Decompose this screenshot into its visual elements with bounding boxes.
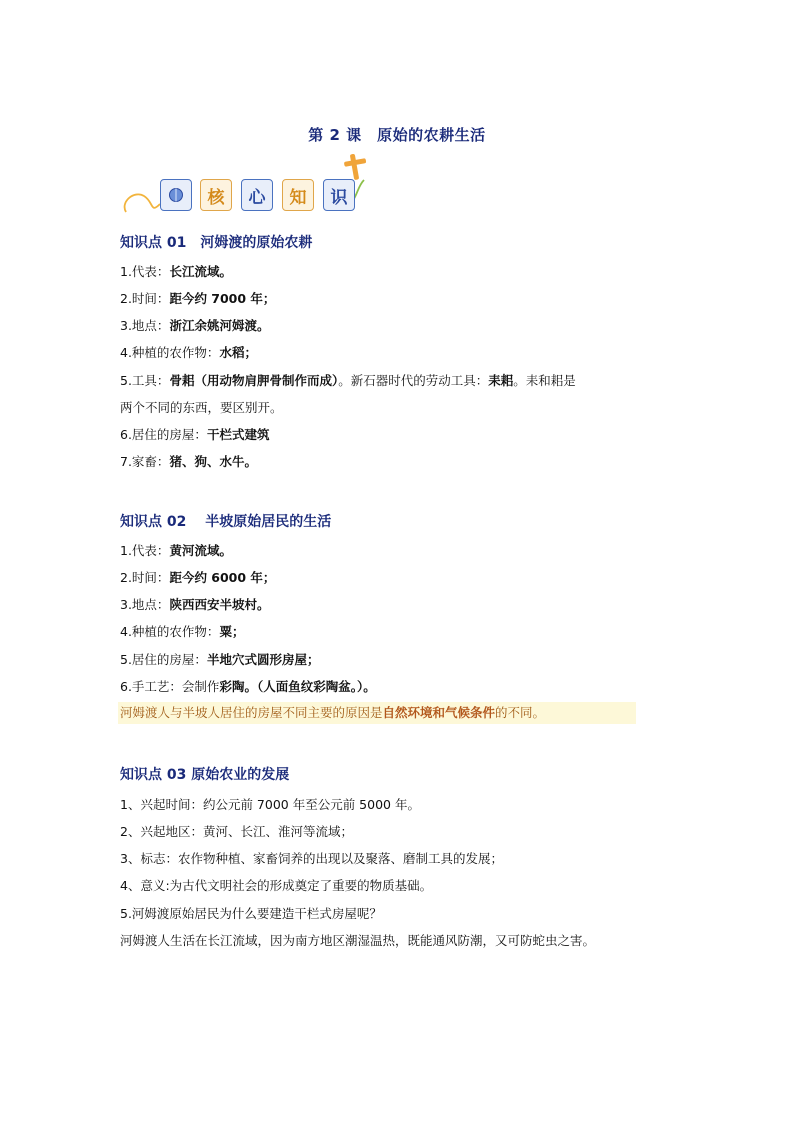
s1-item-1: 1.代表：长江流域。 xyxy=(120,264,232,279)
s1-item-4: 4.种植的农作物：水稻； xyxy=(120,345,257,360)
s1-item-7: 7.家畜：猪、狗、水牛。 xyxy=(120,454,257,469)
s1-item-5-cont: 两个不同的东西，要区别开。 xyxy=(120,400,283,415)
s2-item-5: 5.居住的房屋：半地穴式圆形房屋； xyxy=(120,652,320,667)
banner-globe-box xyxy=(160,179,192,211)
banner-char-he: 核 xyxy=(200,179,232,211)
s3-item-3: 3、标志：农作物种植、家畜饲养的出现以及聚落、磨制工具的发展； xyxy=(120,851,503,866)
banner-char-xin: 心 xyxy=(241,179,273,211)
s2-item-2: 2.时间：距今约 6000 年； xyxy=(120,570,276,585)
page-title: 第 2 课 原始的农耕生活 xyxy=(308,126,486,144)
s2-item-1: 1.代表：黄河流域。 xyxy=(120,543,232,558)
s3-item-6: 河姆渡人生活在长江流域，因为南方地区潮湿温热，既能通风防潮，又可防蛇虫之害。 xyxy=(120,933,596,948)
section-3-heading: 知识点 03 原始农业的发展 xyxy=(120,767,290,783)
s1-item-6: 6.居住的房屋：干栏式建筑 xyxy=(120,427,270,442)
globe-icon xyxy=(168,187,184,203)
s2-item-6: 6.手工艺：会制作彩陶。（人面鱼纹彩陶盆。）。 xyxy=(120,679,376,694)
s3-item-4: 4、意义:为古代文明社会的形成奠定了重要的物质基础。 xyxy=(120,878,433,893)
s2-item-4: 4.种植的农作物：粟； xyxy=(120,624,245,639)
section-1-heading: 知识点 01 河姆渡的原始农耕 xyxy=(120,235,313,251)
s1-item-3: 3.地点：浙江余姚河姆渡。 xyxy=(120,318,270,333)
section-2-heading: 知识点 02 半坡原始居民的生活 xyxy=(120,514,332,530)
banner-char-zhi: 知 xyxy=(282,179,314,211)
s2-highlight-note: 河姆渡人与半坡人居住的房屋不同主要的原因是自然环境和气候条件的不同。 xyxy=(118,702,636,724)
s3-item-2: 2、兴起地区：黄河、长江、淮河等流域； xyxy=(120,824,353,839)
s3-item-5: 5.河姆渡原始居民为什么要建造干栏式房屋呢？ xyxy=(120,906,382,921)
s3-item-1: 1、兴起时间：约公元前 7000 年至公元前 5000 年。 xyxy=(120,797,420,812)
s2-item-3: 3.地点：陕西西安半坡村。 xyxy=(120,597,270,612)
s1-item-2: 2.时间：距今约 7000 年； xyxy=(120,291,276,306)
core-knowledge-banner xyxy=(120,152,380,218)
s1-item-5: 5.工具：骨耜（用动物肩胛骨制作而成）。新石器时代的劳动工具：耒耜。耒和耜是 xyxy=(120,373,576,388)
banner-char-shi: 识 xyxy=(323,179,355,211)
